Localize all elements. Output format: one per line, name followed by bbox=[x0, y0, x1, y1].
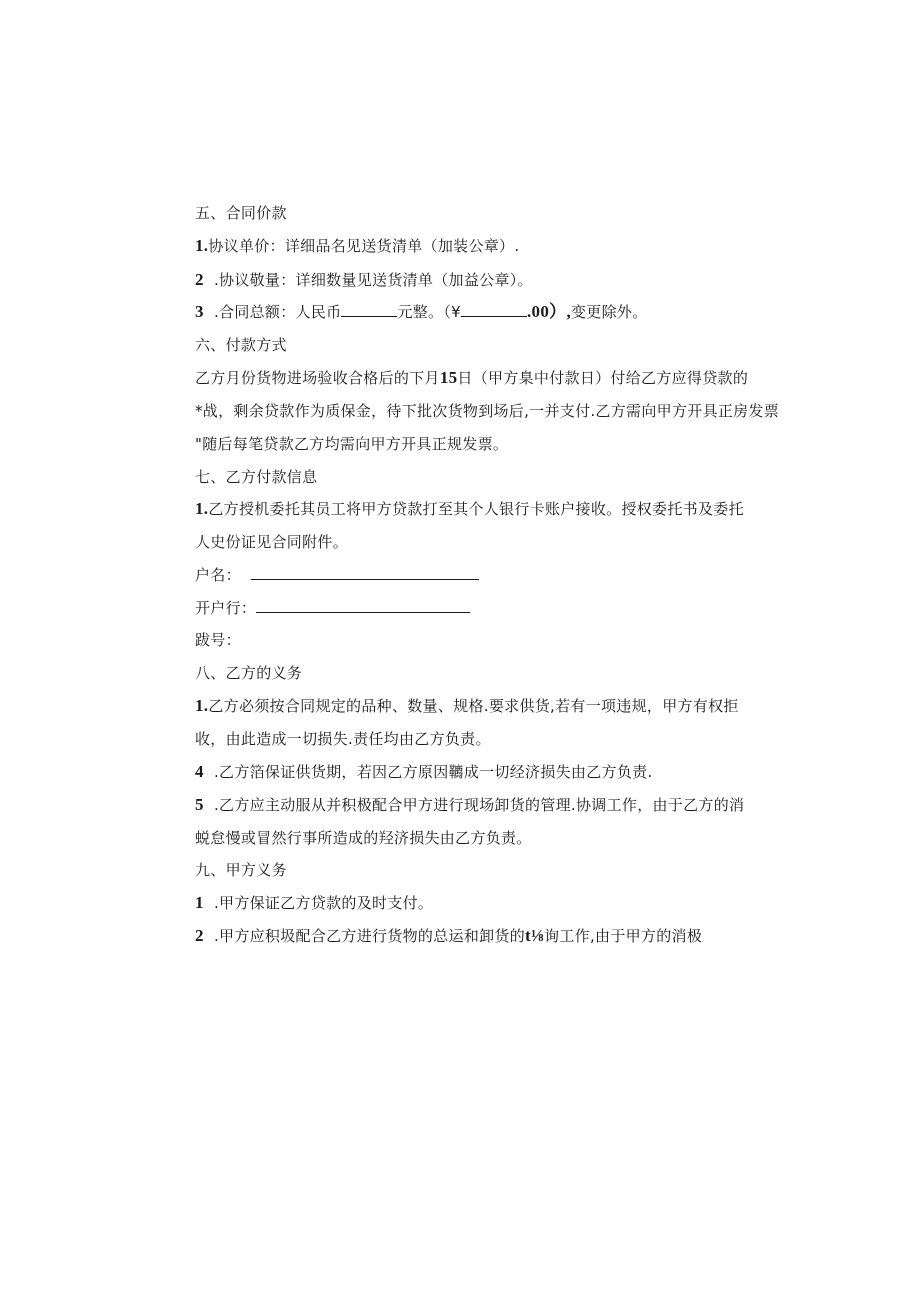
item-number: 1. bbox=[195, 499, 209, 518]
account-number-row bbox=[195, 629, 241, 651]
bank-blank bbox=[256, 598, 470, 613]
comma: , bbox=[566, 302, 571, 321]
day-number: 15 bbox=[439, 368, 458, 387]
amount-cents: .00） bbox=[526, 302, 567, 321]
item-number: 3 bbox=[195, 302, 204, 321]
section-5-heading: 五、合同价款 bbox=[195, 204, 287, 222]
s6-para-line-3: "随后每笔贷款乙方均需向甲方开具正规发票。 bbox=[195, 435, 509, 453]
section-7-heading: 七、乙方付款信息 bbox=[195, 468, 318, 486]
s7-item-1 bbox=[195, 498, 744, 520]
s9-item-1 bbox=[195, 892, 433, 914]
account-name-label: 户名： bbox=[195, 566, 241, 584]
item-text: 乙方授机委托其员工将甲方贷款打至其个人银行卡账户接收。授权委托书及委托 bbox=[208, 500, 744, 518]
total-label: .合同总额：人民币 bbox=[213, 303, 342, 321]
item-text: .协议敬量：详细数量见送货清单（加益公章）。 bbox=[213, 271, 533, 289]
item-text: .甲方保证乙方贷款的及时支付。 bbox=[213, 894, 434, 912]
s7-item-1-cont: 人史份证见合同附件。 bbox=[195, 533, 349, 551]
text: 日（甲方臬中付款日）付给乙方应得贷款的 bbox=[457, 369, 749, 387]
bank-label: 开户行： bbox=[195, 599, 257, 617]
account-name-row bbox=[195, 564, 479, 586]
bank-row bbox=[195, 597, 470, 619]
item-text: 乙方必须按合同规定的品种、数量、规格.要求供货,若有一项违规，甲方有权拒 bbox=[208, 697, 739, 715]
item-text: .乙方应主动服从并积极配合甲方进行现场卸货的管理.协调工作，由于乙方的消 bbox=[213, 796, 745, 814]
s6-para-line-2: *战，剩余贷款作为质保金，待下批次货物到场后,一并支付.乙方需向甲方开具正房发票 bbox=[195, 402, 780, 420]
s5-item-1 bbox=[195, 235, 519, 257]
item-number: 1. bbox=[195, 236, 209, 255]
amount-blank bbox=[341, 302, 397, 317]
s5-item-2 bbox=[195, 269, 533, 291]
item-text: 协议单价：详细品名见送货清单（加装公章）. bbox=[208, 237, 520, 255]
item-number: 5 bbox=[195, 795, 204, 814]
s5-item-3 bbox=[195, 301, 648, 323]
item-number: 4 bbox=[195, 762, 204, 781]
s8-item-5 bbox=[195, 794, 744, 816]
item-number: 1. bbox=[195, 696, 209, 715]
s6-para-line-1 bbox=[195, 367, 748, 389]
s8-item-1-cont: 收，由此造成一切损失.责任均由乙方负责。 bbox=[195, 730, 491, 748]
total-note: 变更除外。 bbox=[571, 303, 648, 321]
s8-item-1 bbox=[195, 695, 739, 717]
account-name-blank bbox=[251, 565, 479, 580]
s8-item-4 bbox=[195, 761, 653, 783]
item-text: .甲方应积圾配合乙方进行货物的总运和卸货的 bbox=[213, 927, 526, 945]
item-text: 询工作,由于甲方的消极 bbox=[544, 927, 703, 945]
account-number-label: 跋号： bbox=[195, 631, 241, 649]
section-6-heading: 六、付款方式 bbox=[195, 336, 287, 354]
s8-item-5-cont: 蜕怠慢或冒然行事所造成的羟济损失由乙方负责。 bbox=[195, 829, 532, 847]
total-unit: 元整。（¥ bbox=[397, 303, 461, 321]
garbled-glyph: t⅛ bbox=[525, 926, 545, 945]
item-number: 2 bbox=[195, 926, 204, 945]
item-text: .乙方箔保证供货期，若因乙方原因韀成一切经济损失由乙方负责. bbox=[213, 763, 653, 781]
amount-blank bbox=[461, 302, 527, 317]
item-number: 2 bbox=[195, 270, 204, 289]
s9-item-2 bbox=[195, 925, 702, 947]
text: 乙方月份货物进场验收合格后的下月 bbox=[195, 369, 440, 387]
section-9-heading: 九、甲方义务 bbox=[195, 861, 287, 879]
section-8-heading: 八、乙方的义务 bbox=[195, 664, 303, 682]
item-number: 1 bbox=[195, 893, 204, 912]
